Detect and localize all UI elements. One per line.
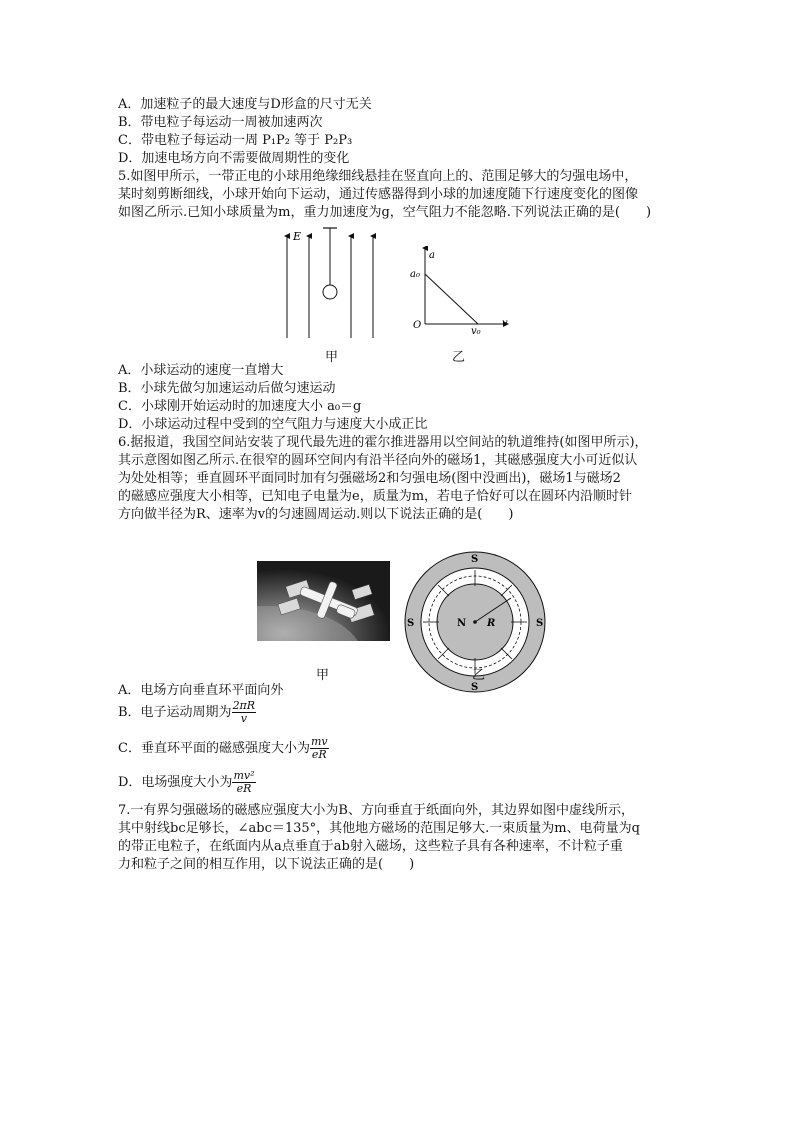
fraction-numerator: 2πR <box>232 699 256 712</box>
q6-stem-line-5: 方向做半径为R、速率为v的匀速圆周运动.则以下说法正确的是( ) <box>118 507 514 522</box>
q6-option-b-prefix: B．电子运动周期为 <box>118 705 232 720</box>
q4-option-d: D．加速电场方向不需要做周期性的变化 <box>118 151 350 166</box>
q6-caption-yi: 乙 <box>472 668 486 683</box>
q6-option-b <box>118 700 256 726</box>
fraction <box>232 700 257 725</box>
fraction-denominator: eR <box>311 748 327 761</box>
fraction <box>310 736 329 761</box>
q5-stem-line-1: 5.如图甲所示，一带正电的小球用绝缘细线悬挂在竖直向上的、范围足够大的匀强电场中， <box>118 169 638 184</box>
q5-option-b: B．小球先做匀加速运动后做匀速运动 <box>118 381 336 396</box>
q4-option-a: A．加速粒子的最大速度与D形盒的尺寸无关 <box>118 97 372 112</box>
space-station-photo <box>257 561 390 641</box>
q5-caption-jia: 甲 <box>325 350 339 365</box>
origin-label: O <box>413 320 422 331</box>
q5-figure-yi-graph <box>408 246 514 336</box>
q4-option-c: C．带电粒子每运动一周 P₁P₂ 等于 P₂P₃ <box>118 133 353 148</box>
charged-ball <box>323 285 337 299</box>
q7-stem-line-4: 力和粒子之间的相互作用，以下说法正确的是( ) <box>118 857 415 872</box>
q7-stem-line-1: 7.一有界匀强磁场的磁感应强度大小为B、方向垂直于纸面向外，其边界如图中虚线所示， <box>118 803 634 818</box>
fraction-denominator: v <box>240 712 247 725</box>
pole-label-s-left: S <box>407 618 415 629</box>
q4-option-b: B．带电粒子每运动一周被加速两次 <box>118 115 323 130</box>
tick-label-v0: v₀ <box>471 326 481 336</box>
axis-label-v: v <box>502 318 508 329</box>
q6-option-c <box>118 736 329 762</box>
q6-stem-line-3: 为处处相等；垂直圆环平面同时加有匀强磁场2和匀强电场(图中没画出)，磁场1与磁场2 <box>118 471 621 486</box>
pole-label-s-right: S <box>536 618 544 629</box>
fraction <box>232 770 255 795</box>
field-label-e: E <box>293 230 302 243</box>
q6-option-a: A．电场方向垂直环平面向外 <box>118 683 284 698</box>
fraction-numerator: mv² <box>233 769 255 782</box>
q5-option-a: A．小球运动的速度一直增大 <box>118 363 284 378</box>
q6-stem-line-1: 6.据报道，我国空间站安装了现代最先进的霍尔推进器用以空间站的轨道维持(如图甲所示)， <box>118 435 648 450</box>
pole-label-s-bottom: S <box>471 682 479 693</box>
pole-label-s-top: S <box>471 554 479 565</box>
q6-option-c-prefix: C．垂直环平面的磁感强度大小为 <box>118 741 310 756</box>
q7-stem-line-3: 的带正电粒子，在纸面内从a点垂直于ab射入磁场，这些粒子具有各种速率，不计粒子重 <box>118 839 623 854</box>
axis-label-a: a <box>429 250 435 261</box>
q5-caption-yi: 乙 <box>452 350 466 365</box>
a-v-line <box>425 274 478 324</box>
q6-caption-jia: 甲 <box>316 668 330 683</box>
q6-option-d-prefix: D．电场强度大小为 <box>118 775 233 790</box>
q5-figure-jia <box>275 224 385 344</box>
radius-label-r: R <box>487 618 496 629</box>
q5-stem-line-3: 如图乙所示.已知小球质量为m，重力加速度为g，空气阻力不能忽略.下列说法正确的是( ) <box>118 205 652 220</box>
tick-label-a0: a₀ <box>410 269 420 280</box>
q7-stem-line-2: 其中射线bc足够长，∠abc＝135°，其他地方磁场的范围足够大.一束质量为m、电荷量为q <box>118 821 640 836</box>
pole-label-n: N <box>457 618 467 629</box>
fraction-denominator: eR <box>236 782 252 795</box>
q6-stem-line-2: 其示意图如图乙所示.在很窄的圆环空间内有沿半径向外的磁场1，其磁感强度大小可近似认 <box>118 453 638 468</box>
q5-stem-line-2: 某时刻剪断细线，小球开始向下运动，通过传感器得到小球的加速度随下行速度变化的图像 <box>118 187 639 202</box>
q5-option-d: D．小球运动过程中受到的空气阻力与速度大小成正比 <box>118 417 428 432</box>
fraction-numerator: mv <box>310 735 328 748</box>
q5-option-c: C．小球刚开始运动时的加速度大小 a₀＝g <box>118 399 362 414</box>
q6-stem-line-4: 的磁感应强度大小相等，已知电子电量为e，质量为m，若电子恰好可以在圆环内沿顺时针 <box>118 489 633 504</box>
q6-option-d <box>118 770 256 796</box>
